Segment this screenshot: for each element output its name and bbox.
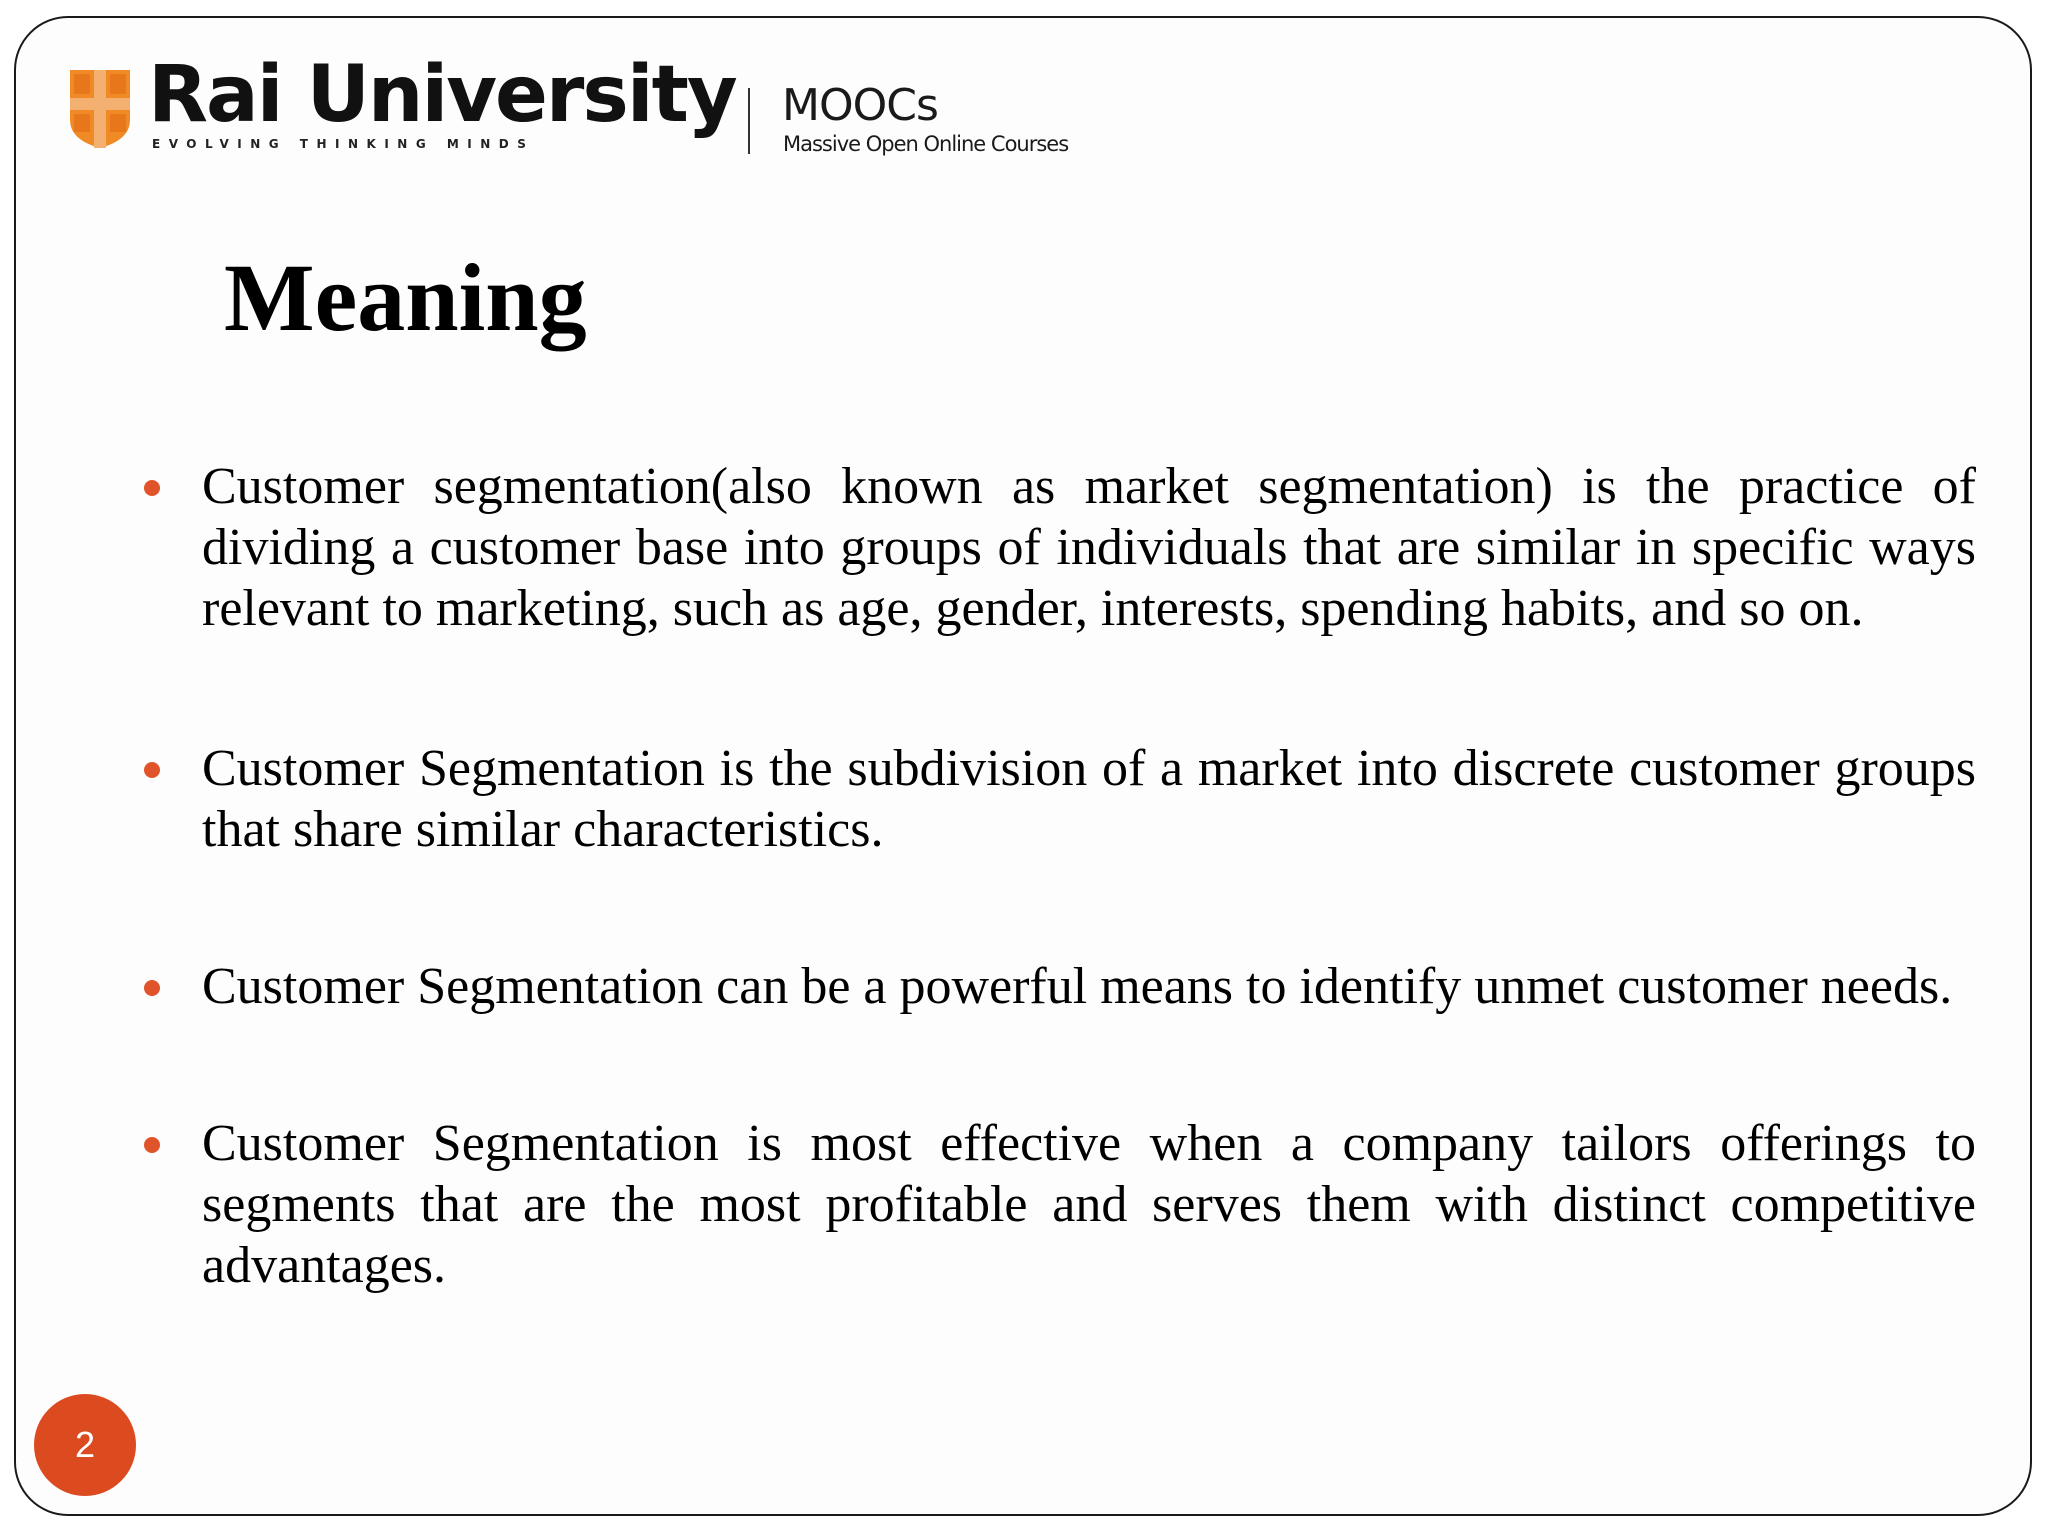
moocs-subtitle: Massive Open Online Courses [783, 132, 1069, 156]
bullet-text: Customer Segmentation can be a powerful means to identify unmet customer needs. [202, 958, 1953, 1015]
page-number-badge: 2 [34, 1394, 136, 1496]
slide [14, 16, 2032, 1516]
slide-title: Meaning [224, 244, 587, 351]
shield-cross-icon [68, 68, 132, 150]
moocs-title: MOOCs [782, 80, 938, 131]
logo-divider [748, 88, 750, 154]
university-tagline: EVOLVING THINKING MINDS [152, 137, 535, 151]
bullet-list [128, 456, 1976, 1296]
bullet-item [128, 738, 1976, 860]
bullet-dot-icon [144, 762, 160, 778]
bullet-dot-icon [144, 980, 160, 996]
university-name: Rai University [148, 50, 736, 140]
bullet-dot-icon [144, 1137, 160, 1153]
bullet-text: Customer Segmentation is the subdivision of a market into discrete customer groups that share similar characteristics. [202, 740, 1976, 858]
bullet-dot-icon [144, 480, 160, 496]
bullet-text: Customer segmentation(also known as market segmentation) is the practice of dividing a customer base into groups of individuals that are similar in specific ways relevant to marketing, such as age, gender, interests, spending habits, and so on. [202, 458, 1976, 637]
bullet-item [128, 456, 1976, 639]
bullet-text: Customer Segmentation is most effective when a company tailors offerings to segments that are the most profitable and serves them with distinct competitive advantages. [202, 1115, 1976, 1294]
bullet-item [128, 1113, 1976, 1296]
bullet-item [128, 956, 1976, 1017]
